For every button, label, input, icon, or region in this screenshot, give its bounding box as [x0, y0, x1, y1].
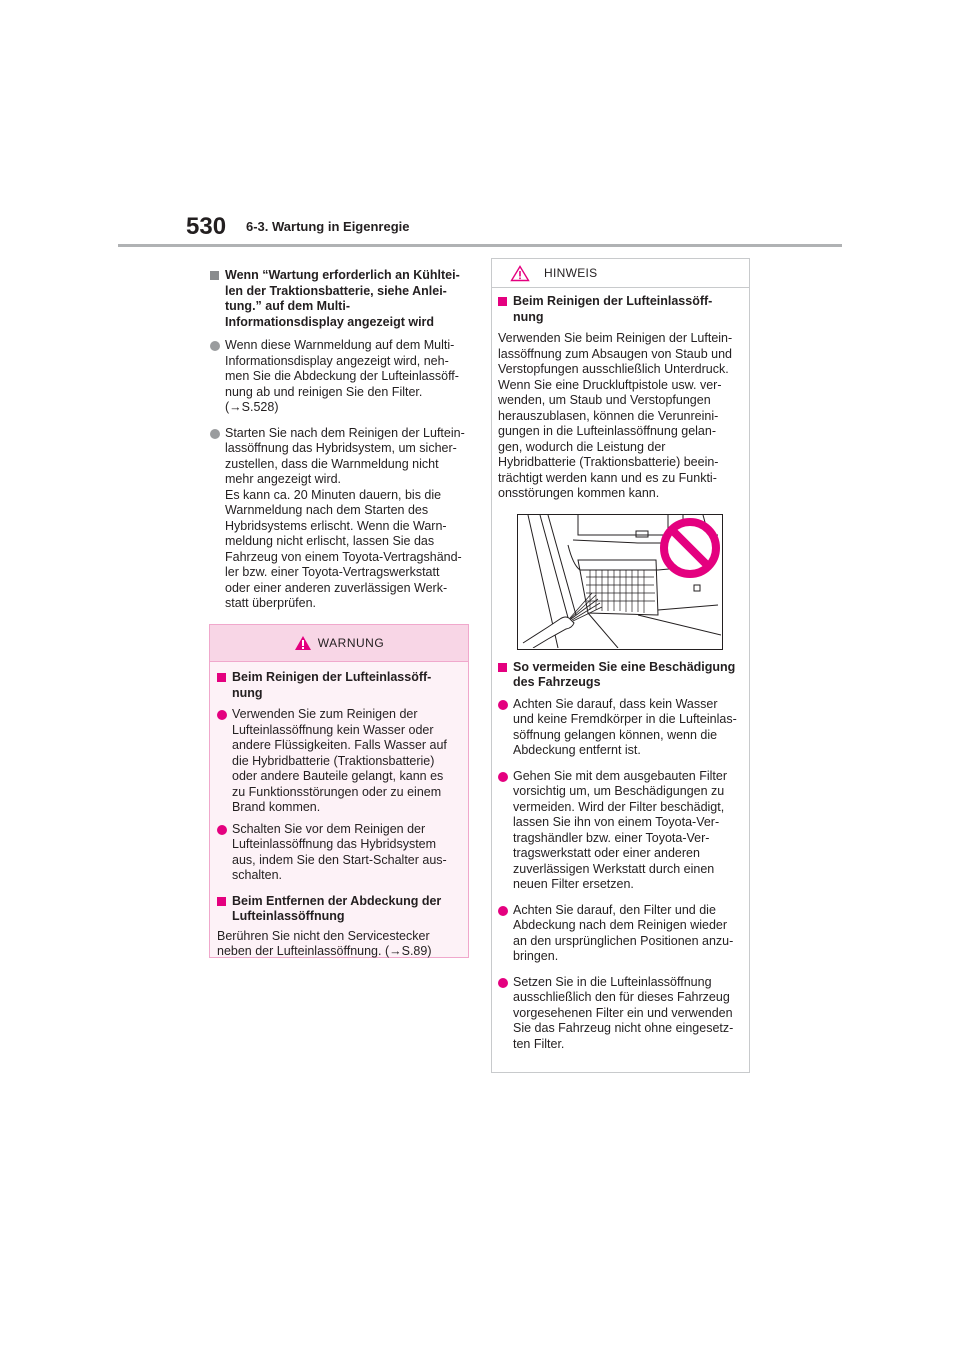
circle-bullet-icon — [210, 429, 220, 439]
page-number: 530 — [186, 213, 227, 240]
caution-triangle-icon — [510, 265, 530, 282]
square-bullet-icon — [210, 271, 219, 280]
circle-bullet-icon — [498, 700, 508, 710]
hint-box — [491, 258, 750, 1073]
warning-box — [209, 624, 469, 958]
air-intake-illustration — [518, 515, 721, 648]
heading-text: Wenn “Wartung erforderlich an Kühltei- len der Traktionsbatterie, siehe Anlei- tung.” auf dem Multi- Informationsdisplay angezeigt wird — [225, 268, 460, 329]
square-bullet-icon — [498, 663, 507, 672]
list-item-text: Verwenden Sie zum Reinigen der Lufteinlassöffnung kein Wasser oder andere Flüssigkeiten. Falls Wasser auf die Hybridbatterie (Traktionsbatterie) oder andere Bauteile gelangt, kann es zu Funktionsstörungen oder zu einem Brand kommen. — [232, 707, 447, 814]
hint-title: HINWEIS — [544, 266, 598, 280]
list-item — [498, 697, 741, 759]
page-header — [0, 0, 960, 250]
warning-title: WARNUNG — [317, 636, 385, 650]
list-item — [498, 975, 741, 1053]
warning-triangle-icon — [294, 635, 312, 651]
list-item-text: Achten Sie darauf, dass kein Wasser und keine Fremdkörper in die Lufteinlas- söffnung gelangen können, wenn die Abdeckung entfernt ist. — [513, 696, 737, 757]
warning-heading — [217, 670, 462, 701]
list-item — [210, 338, 472, 416]
circle-bullet-icon — [217, 825, 227, 835]
square-bullet-icon — [217, 897, 226, 906]
circle-bullet-icon — [498, 978, 508, 988]
list-item-text: Starten Sie nach dem Reinigen der Luftein- lassöffnung das Hybridsystem, um sicher- zustellen, dass die Warnmeldung nicht mehr angezeigt wird. Es kann ca. 20 Minuten dauern, bis die Warnmeldung nach dem Starten des Hybridsystems erlischt. Wenn die Warn- meldung nicht erlischt, lassen Sie das Fahrzeug von einem Toyota-Vertragshänd- ler bzw. einer Toyota-Vertragswerkstatt oder einer anderen zuverlässigen Werk- statt überprüfen. — [225, 425, 465, 610]
section-title: 6-3. Wartung in Eigenregie — [246, 219, 410, 234]
list-item — [217, 707, 462, 816]
header-rule — [118, 244, 842, 247]
hint-header — [492, 259, 749, 288]
list-item-text: Gehen Sie mit dem ausgebauten Filter vorsichtig um, um Beschädigungen zu vermeiden. Wird der Filter beschädigt, lassen Sie ihn von einem Toyota-Ver- tragshändler bzw. einer Toyota-Ver- tragswerkstatt oder einer anderen zuverlässigen Werkstatt durch einen neuen Filter ersetzen. — [513, 768, 728, 891]
heading-text: Beim Entfernen der Abdeckung der Lufteinlassöffnung — [232, 893, 442, 923]
left-column — [210, 268, 472, 612]
circle-bullet-icon — [498, 906, 508, 916]
warning-body — [210, 662, 468, 960]
heading-text: So vermeiden Sie eine Beschädigung des Fahrzeugs — [513, 659, 736, 689]
heading-text: Beim Reinigen der Lufteinlassöff- nung — [513, 294, 713, 324]
square-bullet-icon — [498, 297, 507, 306]
list-item-text: Wenn diese Warnmeldung auf dem Multi- Informationsdisplay angezeigt wird, neh- men Sie die Abdeckung der Lufteinlassöff- nung ab und reinigen Sie den Filter. (→S.528) — [225, 338, 459, 414]
list-item — [210, 426, 472, 612]
list-item — [498, 903, 741, 965]
hint-paragraph: Verwenden Sie beim Reinigen der Luftein- lassöffnung zum Absaugen von Staub und Verstopfungen ausschließlich Unterdruck. Wenn Sie eine Druckluftpistole usw. ver- wenden, um Staub und Verstopfungen herauszublasen, können die Verunreini- gungen in die Lufteinlassöffnung gelan- gen, wodurch die Leistung der Hybridbatterie (Traktionsbatterie) beein- trächtigt werden kann und es zu Funkti- onsstörungen kommen kann. — [498, 331, 733, 500]
list-item-text: Setzen Sie in die Lufteinlassöffnung ausschließlich den für dieses Fahrzeug vorgesehenen Filter ein und verwenden Sie das Fahrzeug nicht ohne eingesetz- ten Filter. — [513, 974, 734, 1051]
list-item-text: Schalten Sie vor dem Reinigen der Lufteinlassöffnung das Hybridsystem aus, indem Sie den Start-Schalter aus- schalten. — [232, 821, 447, 882]
square-bullet-icon — [217, 673, 226, 682]
hint-heading — [498, 294, 741, 325]
circle-bullet-icon — [210, 341, 220, 351]
section-heading — [210, 268, 472, 330]
list-item — [217, 822, 462, 884]
circle-bullet-icon — [217, 710, 227, 720]
heading-text: Beim Reinigen der Lufteinlassöff- nung — [232, 670, 432, 700]
warning-heading — [217, 894, 462, 925]
hint-heading — [498, 660, 741, 691]
list-item — [498, 769, 741, 893]
list-item-text: Achten Sie darauf, den Filter und die Abdeckung nach dem Reinigen wieder an den ursprünglichen Positionen anzu- bringen. — [513, 902, 734, 963]
warning-header — [210, 625, 468, 662]
illustration-air-intake — [517, 514, 723, 650]
hint-body — [492, 288, 749, 1052]
prohibition-icon — [664, 522, 716, 574]
circle-bullet-icon — [498, 772, 508, 782]
warning-paragraph: Berühren Sie nicht den Servicestecker neben der Lufteinlassöffnung. (→S.89) — [217, 928, 432, 958]
